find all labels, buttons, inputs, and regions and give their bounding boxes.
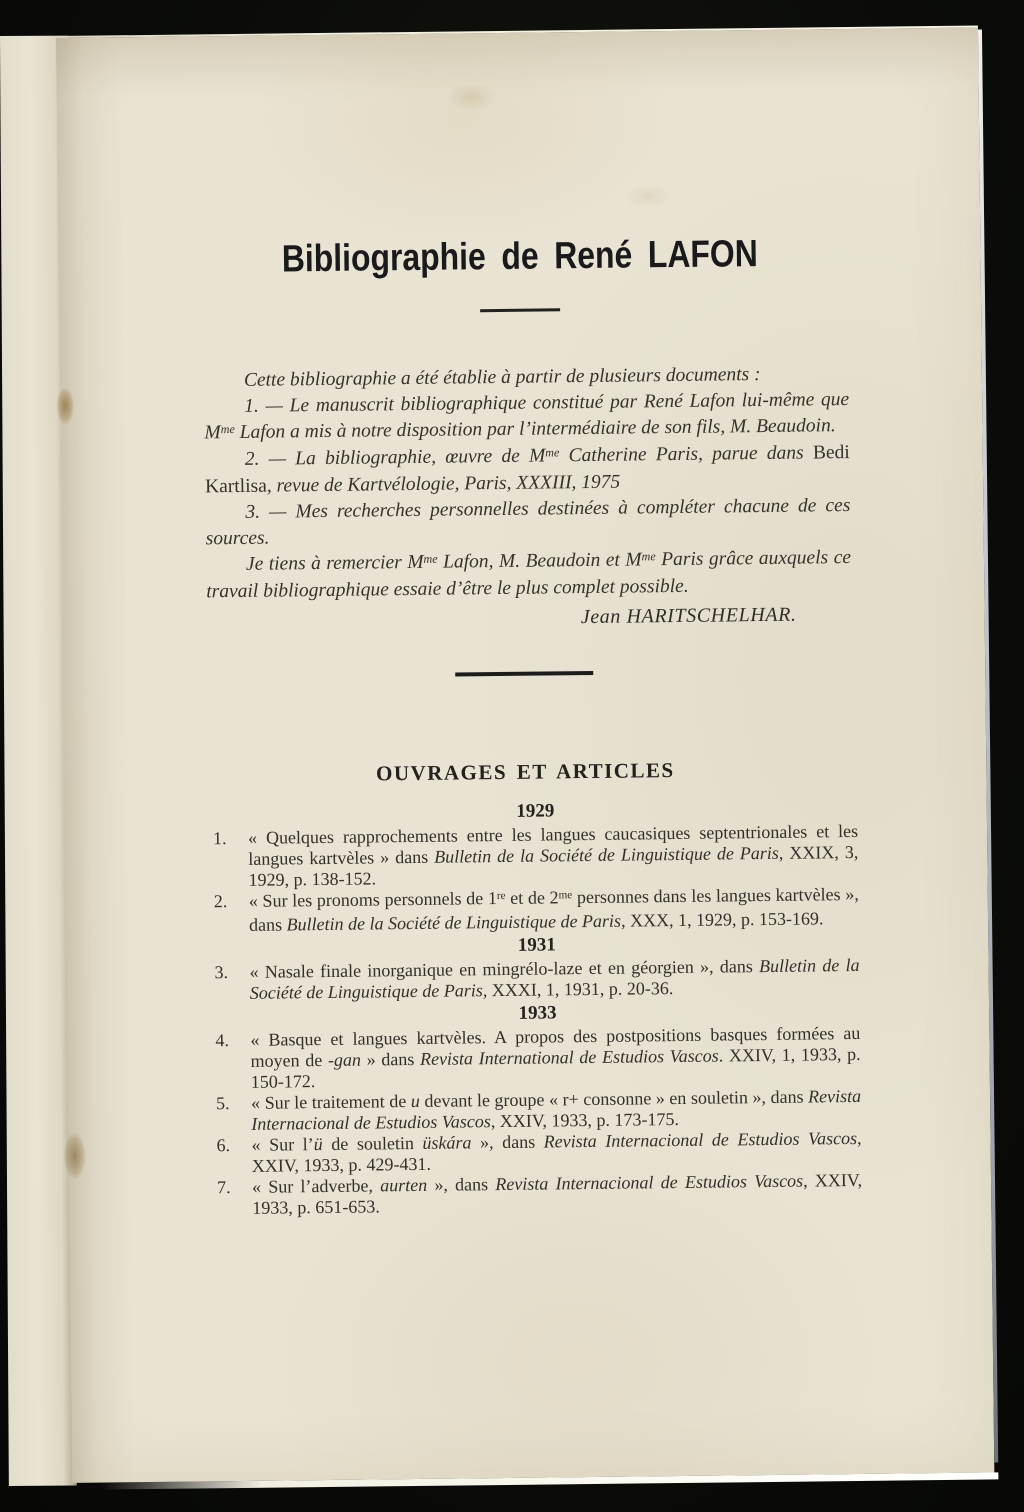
entry-number: 1. (212, 828, 227, 849)
entry-number: 4. (215, 1030, 229, 1051)
paper-blemish (618, 179, 678, 214)
entry-number: 2. (213, 891, 228, 912)
paper-blemish (438, 77, 504, 118)
author-signature: Jean HARITSCHELHAR. (580, 603, 797, 629)
bibliography-entry (216, 1086, 861, 1135)
bibliography-entry (217, 1170, 862, 1219)
title-divider-rule (480, 308, 560, 312)
bibliography-entry (215, 1023, 861, 1093)
bibliography-list (213, 797, 863, 1219)
entry-number: 6. (216, 1135, 231, 1156)
entry-text: « Quelques rapprochements entre les langues caucasiques septentrionales et les langues kartvèles » dans Bulletin de la Société de Linguistique de Paris, XXIX, 3, 1929, p. 138-152. (247, 820, 859, 890)
entry-text: « Nasale finale inorganique en mingrélo-laze et en géorgien », dans Bulletin de la Société de Linguistique de Paris, XXXI, 1, 1931, p. 20-36. (249, 954, 860, 1003)
book-page (56, 28, 994, 1483)
bibliography-entry (214, 955, 859, 1004)
page-title-text: Bibliographie de René LAFON (281, 233, 758, 281)
intro-paragraph: Cette bibliographie a été établie à partir de plusieurs documents : (243, 364, 761, 391)
section-divider-rule (455, 671, 593, 677)
bibliography-entry (216, 1128, 861, 1177)
section-heading: OUVRAGES ET ARTICLES (375, 758, 675, 786)
intro-paragraph: 1. — Le manuscrit bibliographique constitué par René Lafon lui-même que $M^{me}$ Lafon a mis à notre disposition par l’intermédiaire de son fils, M. Beaudoin. (204, 389, 850, 444)
intro-paragraph: 2. — La bibliographie, œuvre de $M^{me}$ Catherine Paris, parue dans Bedi Kartlisa, revue de Kartvélologie, Paris, XXXIII, 1975 (204, 442, 850, 498)
entry-text: « Sur le traitement de u devant le groupe « r+ consonne » en souletin », dans Revista Internacional de Estudios Vascos, XXIV, 1933, p. 173-175. (250, 1085, 862, 1134)
entry-text: « Basque et langues kartvèles. A propos des postpositions basques formées au moyen de -gan » dans Revista International de Estudios Vascos. XXIV, 1, 1933, p. 150-172. (250, 1022, 861, 1092)
page-stack-edge-bottom (100, 1472, 998, 1489)
bibliography-entry (213, 821, 859, 891)
introduction-block (204, 361, 852, 605)
entry-text: « Sur les pronoms personnels de 1re et de $2^{me}$ personnes dans les langues kartvèles », dans Bulletin de la Société de Linguistique de Paris, XXX, 1, 1929, p. 153-169. (248, 883, 859, 935)
year-heading: 1931 (517, 934, 556, 956)
entry-text: « Sur l’ü de souletin üskára », dans Revista Internacional de Estudios Vascos, XXIV, 1933, p. 429-431. (251, 1127, 862, 1176)
entry-text: « Sur l’adverbe, aurten », dans Revista Internacional de Estudios Vascos, XXIV, 1933, p. 651-653. (251, 1169, 863, 1218)
intro-paragraph: 3. — Mes recherches personnelles destinées à compléter chacune de ces sources. (205, 495, 851, 550)
year-heading: 1929 (516, 800, 555, 822)
entry-number: 5. (215, 1093, 230, 1114)
intro-paragraph: Je tiens à remercier $M^{me}$ Lafon, M. Beaudoin et $M^{me}$ Paris grâce auxquels ce travail bibliographique essaie d’être le plus complet possible. (206, 547, 852, 603)
entry-number: 7. (216, 1177, 231, 1198)
bibliography-entry (214, 884, 859, 936)
year-heading: 1933 (518, 1002, 557, 1024)
page-stack-edge-right (978, 29, 998, 1462)
entry-number: 3. (214, 962, 229, 983)
page-title (58, 232, 980, 282)
